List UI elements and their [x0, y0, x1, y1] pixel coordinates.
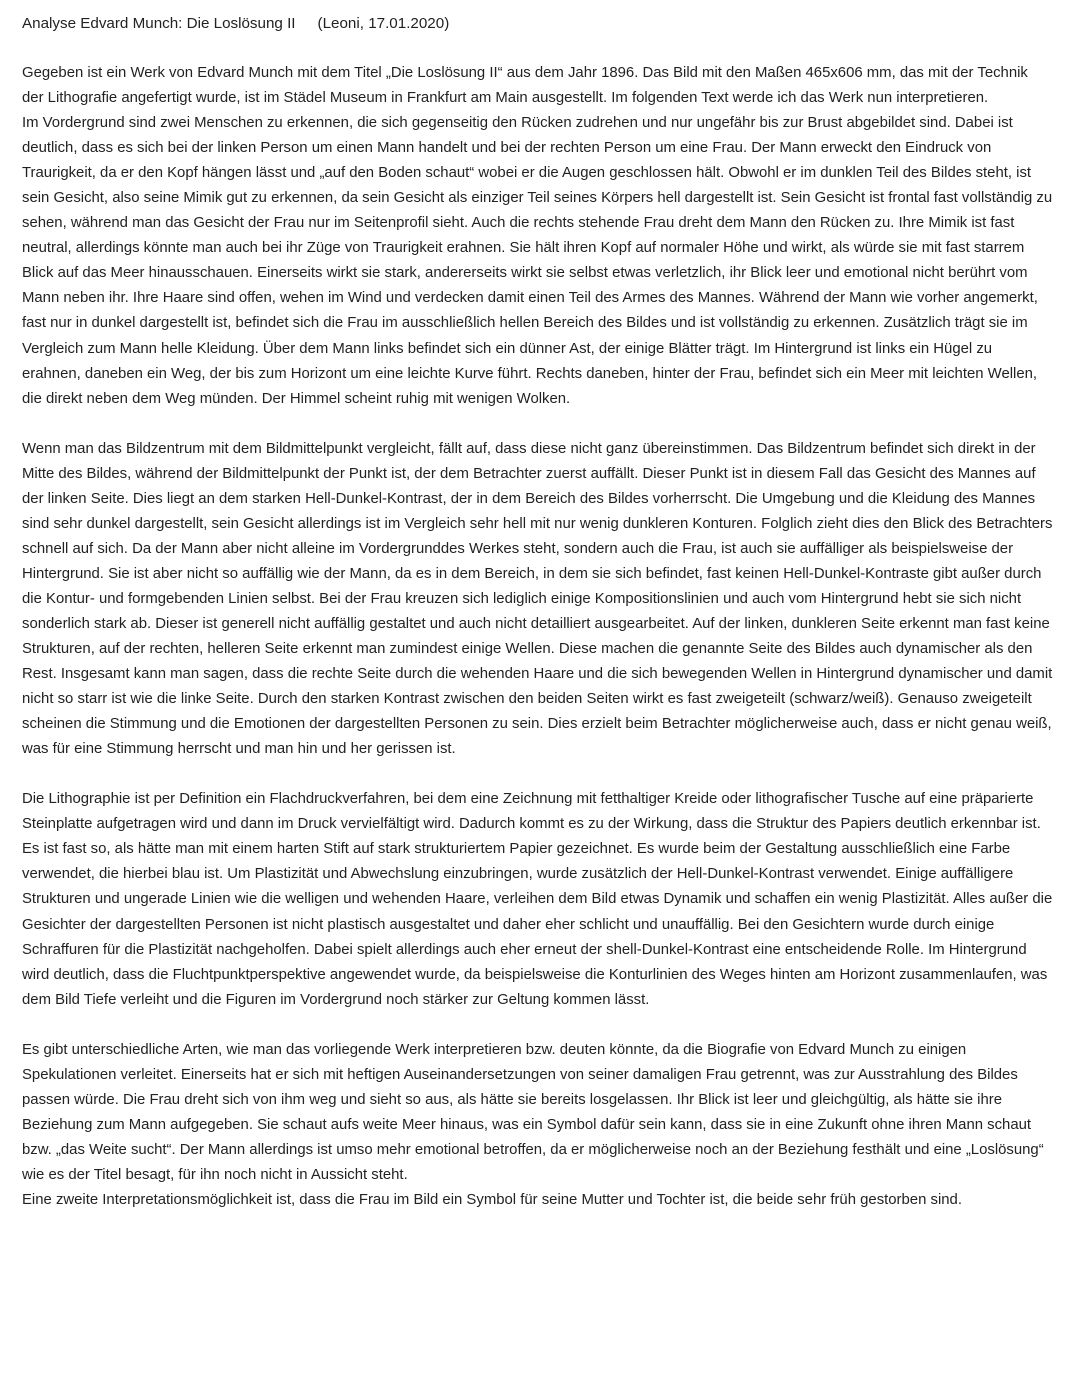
paragraph-interpretation: [22, 1038, 1053, 1213]
paragraph-line: Es gibt unterschiedliche Arten, wie man das vorliegende Werk interpretieren bzw. deuten könnte, da die Biografie von Edvard Munch zu einigen Spekulationen verleitet. Einerseits hat er sich mit heftigen Auseinandersetzungen von seiner damaligen Frau getrennt, was zur Ausstrahlung des Bildes passen würde. Die Frau dreht sich von ihm weg und sieht so aus, als hätte sie bereits losgelassen. Ihr Blick ist leer und gleichgültig, als hätte sie ihre Beziehung zum Mann aufgegeben. Sie schaut aufs weite Meer hinaus, was ein Symbol dafür sein kann, dass sie in eine Zukunft ohne ihren Mann schaut bzw. „das Weite sucht“. Der Mann allerdings ist umso mehr emotional betroffen, da er möglicherweise noch an der Beziehung festhält und eine „Loslösung“ wie es der Titel besagt, für ihn noch nicht in Aussicht steht.: [22, 1041, 1044, 1183]
document-title: Analyse Edvard Munch: Die Loslösung II: [22, 15, 296, 32]
paragraph-line: Wenn man das Bildzentrum mit dem Bildmittelpunkt vergleicht, fällt auf, dass diese nicht ganz übereinstimmen. Das Bildzentrum befindet sich direkt in der Mitte des Bildes, während der Bildmittelpunkt der Punkt ist, der dem Betrachter zuerst auffällt. Dieser Punkt ist in diesem Fall das Gesicht des Mannes auf der linken Seite. Dies liegt an dem starken Hell-Dunkel-Kontrast, der in dem Bereich des Bildes vorherrscht. Die Umgebung und die Kleidung des Mannes sind sehr dunkel dargestellt, sein Gesicht allerdings ist im Vergleich sehr hell mit nur wenig dunkleren Konturen. Folglich zieht dies den Blick des Betrachters schnell auf sich. Da der Mann aber nicht alleine im Vordergrunddes Werkes steht, sondern auch die Frau, ist auch sie auffälliger als beispielsweise der Hintergrund. Sie ist aber nicht so auffällig wie der Mann, da es in dem Bereich, in dem sie sich befindet, fast keinen Hell-Dunkel-Kontraste gibt außer durch die Kontur- und formgebenden Linien selbst. Bei der Frau kreuzen sich lediglich einige Kompositionslinien und auch vom Hintergrund hebt sie sich nicht sonderlich stark ab. Dieser ist generell nicht auffällig gestaltet und auch nicht detailliert ausgearbeitet. Auf der linken, dunkleren Seite erkennt man fast keine Strukturen, auf der rechten, helleren Seite erkennt man zumindest einige Wellen. Diese machen die genannte Seite des Bildes auch dynamischer als den Rest. Insgesamt kann man sagen, dass die rechte Seite durch die wehenden Haare und die sich bewegenden Wellen in Hintergrund dynamischer und damit nicht so starr ist wie die linke Seite. Durch den starken Kontrast zwischen den beiden Seiten wirkt es fast zweigeteilt (schwarz/weiß). Genauso zweigeteilt scheinen die Stimmung und die Emotionen der dargestellten Personen zu sein. Dies erzielt beim Betrachter möglicherweise auch, dass er nicht genau weiß, was für eine Stimmung herrscht und man hin und her gerissen ist.: [22, 440, 1053, 758]
paragraph-introduction-description: [22, 61, 1053, 412]
author-date: (Leoni, 17.01.2020): [317, 15, 450, 32]
paragraph-line: Im Vordergrund sind zwei Menschen zu erkennen, die sich gegenseitig den Rücken zudrehen und nur ungefähr bis zur Brust abgebildet sind. Dabei ist deutlich, dass es sich bei der linken Person um einen Mann handelt und bei der rechten Person um eine Frau. Der Mann erweckt den Eindruck von Traurigkeit, da er den Kopf hängen lässt und „auf den Boden schaut“ wobei er die Augen geschlossen hält. Obwohl er im dunklen Teil des Bildes steht, ist sein Gesicht, also seine Mimik gut zu erkennen, da sein Gesicht als einziger Teil seines Körpers hell dargestellt ist. Sein Gesicht ist frontal fast vollständig zu sehen, während man das Gesicht der Frau nur im Seitenprofil sieht. Auch die rechts stehende Frau dreht dem Mann den Rücken zu. Ihre Mimik ist fast neutral, allerdings könnte man auch bei ihr Züge von Traurigkeit erahnen. Sie hält ihren Kopf auf normaler Höhe und wirkt, als würde sie mit fast starrem Blick auf das Meer hinausschauen. Einerseits wirkt sie stark, andererseits wirkt sie selbst etwas verletzlich, ihr Blick leer und emotional nicht berührt vom Mann neben ihr. Ihre Haare sind offen, wehen im Wind und verdecken damit einen Teil des Armes des Mannes. Während der Mann wie vorher angemerkt, fast nur in dunkel dargestellt ist, befindet sich die Frau im ausschließlich hellen Bereich des Bildes und ist vollständig zu erkennen. Zusätzlich trägt sie im Vergleich zum Mann helle Kleidung. Über dem Mann links befindet sich ein dünner Ast, der einige Blätter trägt. Im Hintergrund ist links ein Hügel zu erahnen, daneben ein Weg, der bis zum Horizont um eine leichte Kurve führt. Rechts daneben, hinter der Frau, befindet sich ein Meer mit leichten Wellen, die direkt neben dem Weg münden. Der Himmel scheint ruhig mit wenigen Wolken.: [22, 115, 1053, 407]
paragraph-line: Die Lithographie ist per Definition ein Flachdruckverfahren, bei dem eine Zeichnung mit fetthaltiger Kreide oder lithografischer Tusche auf eine präparierte Steinplatte aufgetragen wird und dann im Druck vervielfältigt wird. Dadurch kommt es zu der Wirkung, dass die Struktur des Papiers deutlich erkennbar ist. Es ist fast so, als hätte man mit einem harten Stift auf stark strukturiertem Papier gezeichnet. Es wurde beim der Gestaltung ausschließlich eine Farbe verwendet, die hierbei blau ist. Um Plastizität und Abwechslung einzubringen, wurde zusätzlich der Hell-Dunkel-Kontrast verwendet. Einige auffälligere Strukturen und ungerade Linien wie die welligen und wehenden Haare, verleihen dem Bild etwas Dynamik und schaffen ein wenig Plastizität. Alles außer die Gesichter der dargestellten Personen ist nicht plastisch ausgestaltet und daher eher schlicht und unauffällig. Bei den Gesichtern wurde durch einige Schraffuren für die Plastizität nachgeholfen. Dabei spielt allerdings auch eher erneut der shell-Dunkel-Kontrast eine entscheidende Rolle. Im Hintergrund wird deutlich, dass die Fluchtpunktperspektive angewendet wurde, da beispielsweise die Konturlinien des Weges hinten am Horizont zusammenlaufen, was dem Bild Tiefe verleiht und die Figuren im Vordergrund noch stärker zur Geltung kommen lässt.: [22, 791, 1053, 1008]
paragraph-technique: [22, 787, 1053, 1012]
paragraph-composition-analysis: [22, 437, 1053, 763]
paragraph-line: Gegeben ist ein Werk von Edvard Munch mit dem Titel „Die Loslösung II“ aus dem Jahr 1896. Das Bild mit den Maßen 465x606 mm, das mit der Technik der Lithografie angefertigt wurde, ist im Städel Museum in Frankfurt am Main ausgestellt. Im folgenden Text werde ich das Werk nun interpretieren.: [22, 65, 1028, 107]
paragraph-line: Eine zweite Interpretationsmöglichkeit ist, dass die Frau im Bild ein Symbol für seine Mutter und Tochter ist, die beide sehr früh gestorben sind.: [22, 1191, 962, 1208]
document-header: [22, 11, 1053, 36]
